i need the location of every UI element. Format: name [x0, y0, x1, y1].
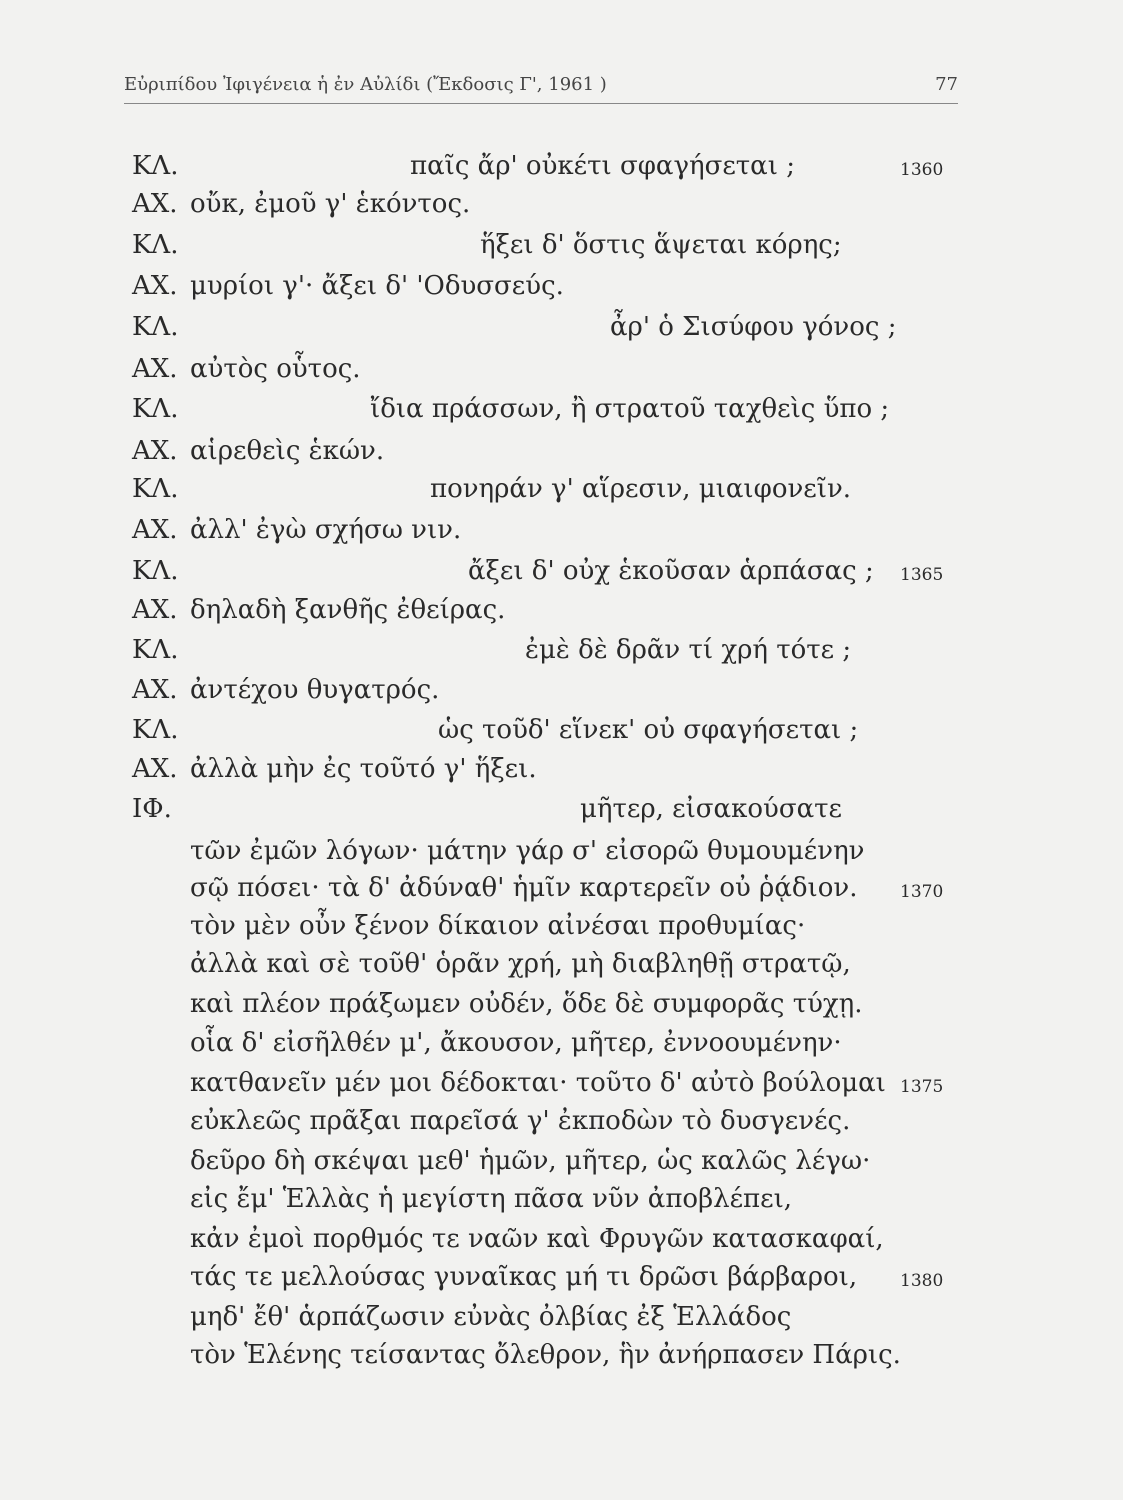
speaker-label: ΑΧ.	[132, 436, 178, 466]
verse-text: δεῦρο δὴ σκέψαι μεθ' ἡμῶν, μῆτερ, ὡς καλῶς λέγω·	[190, 1146, 871, 1176]
verse-text: σῷ πόσει· τὰ δ' ἀδύναθ' ἡμῖν καρτερεῖν οὐ ῥᾴδιον.	[190, 873, 858, 903]
verse-text: τὸν μὲν οὖν ξένον δίκαιον αἰνέσαι προθυμίας·	[190, 911, 806, 941]
speaker-label: ΑΧ.	[132, 515, 178, 545]
verse-line	[0, 751, 1123, 787]
speaker-label: ΑΧ.	[132, 754, 178, 784]
verse-line	[0, 712, 1123, 748]
line-number: 1360	[900, 160, 944, 180]
verse-text: ἀλλ' ἐγὼ σχήσω νιν.	[190, 515, 462, 545]
verse-text: μυρίοι γ'· ἄξει δ' 'Οδυσσεύς.	[190, 271, 564, 301]
verse-text: ἐμὲ δὲ δρᾶν τί χρή τότε ;	[525, 635, 852, 665]
verse-text: κἀν ἐμοὶ πορθμός τε ναῶν καὶ Φρυγῶν κατασκαφαί,	[190, 1224, 884, 1254]
verse-text: ἥξει δ' ὅστις ἅψεται κόρης;	[480, 230, 842, 260]
verse-line	[0, 1221, 1123, 1257]
verse-line	[0, 908, 1123, 944]
verse-text: ἀλλὰ μὴν ἐς τοῦτό γ' ἥξει.	[190, 754, 537, 784]
verse-line	[0, 1143, 1123, 1179]
speaker-label: ΚΛ.	[132, 635, 179, 665]
speaker-label: ΚΛ.	[132, 151, 179, 181]
verse-line	[0, 1299, 1123, 1335]
verse-text: αὐτὸς οὗτος.	[190, 354, 361, 384]
line-number: 1380	[900, 1271, 944, 1291]
line-number: 1370	[900, 882, 944, 902]
verse-line	[0, 1337, 1123, 1373]
verse-line	[0, 632, 1123, 668]
verse-text: οὔκ, ἐμοῦ γ' ἑκόντος.	[190, 189, 471, 219]
speaker-label: ΑΧ.	[132, 675, 178, 705]
verse-text: καὶ πλέον πράξωμεν οὐδέν, ὅδε δὲ συμφορᾶς τύχῃ.	[190, 989, 863, 1019]
verse-text: ἆρ' ὁ Σισύφου γόνος ;	[610, 312, 897, 342]
verse-line	[0, 592, 1123, 628]
verse-text: τὸν Ἑλένης τείσαντας ὄλεθρον, ἣν ἀνήρπασεν Πάρις.	[190, 1340, 901, 1370]
verse-text: ἄξει δ' οὐχ ἑκοῦσαν ἁρπάσας ;	[468, 556, 874, 586]
verse-text: ὡς τοῦδ' εἵνεκ' οὐ σφαγήσεται ;	[438, 715, 859, 745]
speaker-label: ΚΛ.	[132, 556, 179, 586]
line-number: 1375	[900, 1077, 944, 1097]
verse-line	[0, 1103, 1123, 1139]
verse-line	[0, 1181, 1123, 1217]
verse-text: τῶν ἐμῶν λόγων· μάτην γάρ σ' εἰσορῶ θυμουμένην	[190, 836, 865, 866]
verse-line	[0, 986, 1123, 1022]
speaker-label: ΑΧ.	[132, 595, 178, 625]
running-title: Εὐριπίδου Ἰφιγένεια ἡ ἐν Αὐλίδι (Ἔκδοσις Γ', 1961 )	[124, 74, 607, 95]
verse-line	[0, 471, 1123, 507]
speaker-label: ΑΧ.	[132, 271, 178, 301]
verse-line	[0, 268, 1123, 304]
verse-text: τάς τε μελλούσας γυναῖκας μή τι δρῶσι βάρβαροι,	[190, 1262, 858, 1292]
verse-text: μηδ' ἔθ' ἁρπάζωσιν εὐνὰς ὀλβίας ἐξ Ἑλλάδος	[190, 1302, 792, 1332]
verse-text: ἀντέχου θυγατρός.	[190, 675, 440, 705]
verse-line	[0, 227, 1123, 263]
verse-text: κατθανεῖν μέν μοι δέδοκται· τοῦτο δ' αὐτὸ βούλομαι	[190, 1068, 886, 1098]
verse-line	[0, 1025, 1123, 1061]
verse-line	[0, 433, 1123, 469]
verse-line	[0, 870, 1123, 906]
verse-text: οἷα δ' εἰσῆλθέν μ', ἄκουσον, μῆτερ, ἐννοουμένην·	[190, 1028, 842, 1058]
verse-line	[0, 1259, 1123, 1295]
verse-line	[0, 309, 1123, 345]
verse-text: πονηράν γ' αἵρεσιν, μιαιφονεῖν.	[430, 474, 852, 504]
verse-text: παῖς ἄρ' οὐκέτι σφαγήσεται ;	[410, 151, 795, 181]
verse-line	[0, 351, 1123, 387]
verse-text: εἰς ἔμ' Ἑλλὰς ἡ μεγίστη πᾶσα νῦν ἀποβλέπει,	[190, 1184, 793, 1214]
speaker-label: ΑΧ.	[132, 189, 178, 219]
line-number: 1365	[900, 565, 944, 585]
speaker-label: ΑΧ.	[132, 354, 178, 384]
verse-text: αἱρεθεὶς ἑκών.	[190, 436, 385, 466]
verse-line	[0, 1065, 1123, 1101]
speaker-label: ΚΛ.	[132, 230, 179, 260]
verse-text: μῆτερ, εἰσακούσατε	[580, 794, 842, 824]
verse-line	[0, 833, 1123, 869]
verse-text: ἴδια πράσσων, ἢ στρατοῦ ταχθεὶς ὕπο ;	[370, 394, 890, 424]
speaker-label: ΙΦ.	[132, 794, 172, 824]
verse-line	[0, 672, 1123, 708]
verse-line	[0, 391, 1123, 427]
verse-line	[0, 148, 1123, 184]
speaker-label: ΚΛ.	[132, 715, 179, 745]
speaker-label: ΚΛ.	[132, 394, 179, 424]
verse-line	[0, 512, 1123, 548]
speaker-label: ΚΛ.	[132, 474, 179, 504]
page-number: 77	[935, 74, 958, 95]
verse-text: δηλαδὴ ξανθῆς ἐθείρας.	[190, 595, 506, 625]
verse-line	[0, 186, 1123, 222]
verse-line	[0, 946, 1123, 982]
verse-text: ἀλλὰ καὶ σὲ τοῦθ' ὁρᾶν χρή, μὴ διαβληθῇ στρατῷ,	[190, 949, 851, 979]
header-rule	[124, 103, 958, 104]
verse-text: εὐκλεῶς πρᾶξαι παρεῖσά γ' ἐκποδὼν τὸ δυσγενές.	[190, 1106, 851, 1136]
verse-line	[0, 553, 1123, 589]
speaker-label: ΚΛ.	[132, 312, 179, 342]
verse-line	[0, 791, 1123, 827]
